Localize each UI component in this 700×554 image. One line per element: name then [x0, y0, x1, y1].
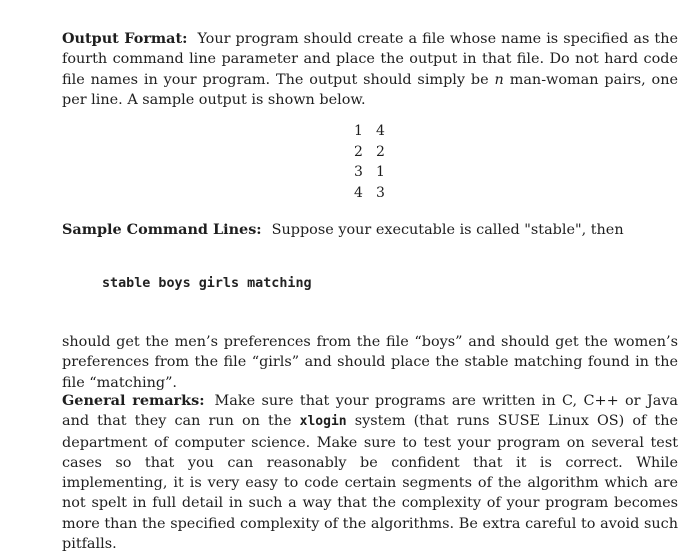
sample-man: 4 — [354, 184, 363, 201]
sample-woman: 1 — [376, 164, 385, 180]
output-format-heading: Output Format: — [62, 30, 188, 47]
sample-man: 2 — [354, 143, 363, 160]
sample-command-heading: Sample Command Lines: — [62, 221, 262, 238]
sample-man: 3 — [354, 164, 363, 180]
command-explanation-paragraph — [62, 332, 678, 393]
general-remarks-heading: General remarks: — [62, 392, 205, 409]
general-remarks-text-2: system (that runs SUSE Linux OS) of the department of computer science. Make sure to test your program on several test cases so that you can reasonably be confident that it is correct. While implementing, it is very easy to code certain segments of the algorithm which are not spelt in full detail in such a way that the complexity of your program becomes more than the specified complexity of the algorithms. Be extra careful to avoid such pitfalls. — [62, 413, 679, 553]
output-format-text-1: Your program should create a file whose name is specified as the fourth command line parameter and place the output in that file. Do not hard code file names in your program. The output should simply be — [62, 31, 678, 88]
sample-output-table — [354, 121, 384, 203]
sample-woman: 3 — [376, 184, 385, 201]
sample-output-row — [354, 162, 384, 183]
sample-output-row — [354, 183, 384, 204]
sample-woman: 4 — [376, 123, 385, 139]
output-format-paragraph — [62, 29, 678, 110]
sample-output-row — [354, 142, 384, 163]
general-remarks-text-1: Make sure that your programs are written in C, C++ or Java and that they can run on the — [62, 393, 679, 430]
math-n: n — [494, 71, 504, 88]
sample-command-paragraph — [62, 220, 678, 240]
output-format-text-2: man-woman pairs, one per line. A sample output is shown below. — [62, 71, 678, 108]
command-explanation-text: should get the men’s preferences from the file “boys” and should get the women’s preferences from the file “girls” and should place the stable matching found in the file “matching”. — [62, 334, 678, 391]
sample-output-row — [354, 121, 384, 142]
sample-man: 1 — [354, 123, 363, 139]
sample-command-line: stable boys girls matching — [102, 276, 312, 291]
sample-command-text: Suppose your executable is called "stable", then — [271, 222, 624, 238]
xlogin-system-name: xlogin — [299, 414, 347, 430]
sample-woman: 2 — [376, 143, 385, 160]
